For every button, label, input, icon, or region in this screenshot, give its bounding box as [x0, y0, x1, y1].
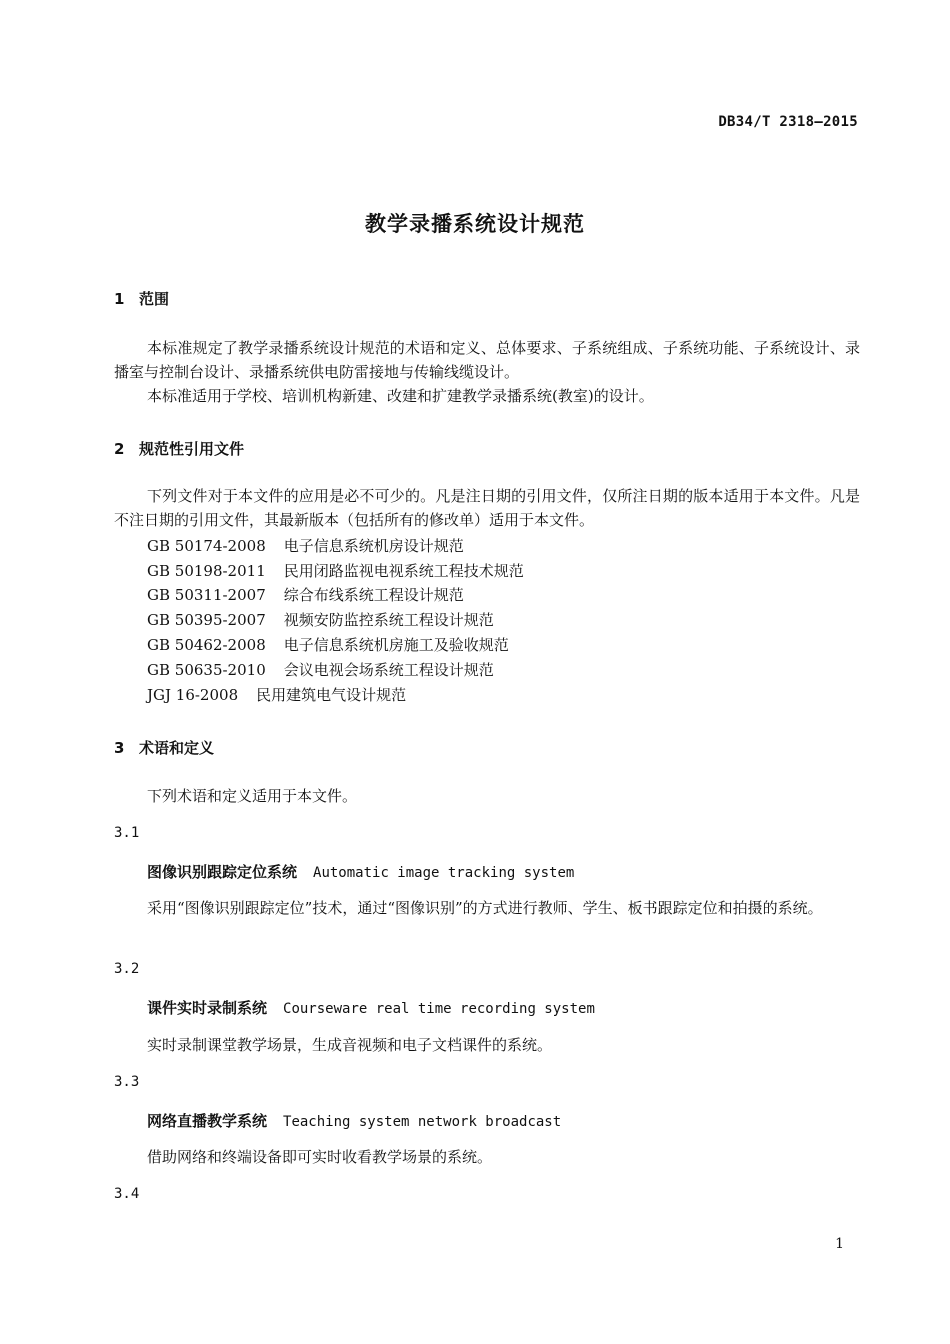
- section-heading-normative-references: [114, 438, 244, 459]
- term-english: Courseware real time recording system: [283, 1001, 595, 1017]
- section-title: 术语和定义: [139, 739, 215, 757]
- reference-name: 综合布线系统工程设计规范: [283, 586, 464, 604]
- section-number: 3: [114, 739, 125, 757]
- reference-name: 视频安防监控系统工程设计规范: [283, 611, 494, 629]
- document-title: 教学录播系统设计规范: [365, 212, 585, 236]
- terms-intro: 下列术语和定义适用于本文件。: [147, 787, 358, 805]
- reference-name: 电子信息系统机房设计规范: [283, 537, 464, 555]
- section-heading-terms: [114, 737, 214, 758]
- scope-paragraph-2: 本标准适用于学校、培训机构新建、改建和扩建教学录播系统(教室)的设计。: [147, 387, 654, 405]
- reference-item: [147, 658, 494, 682]
- references-intro: 下列文件对于本文件的应用是必不可少的。凡是注日期的引用文件，仅所注日期的版本适用于本文件。凡是不注日期的引用文件，其最新版本（包括所有的修改单）适用于本文件。: [114, 487, 860, 529]
- section-title: 范围: [139, 290, 170, 308]
- term-entry: [147, 1110, 561, 1131]
- page-number: 1: [835, 1236, 844, 1252]
- term-entry: [147, 997, 595, 1018]
- reference-item: [147, 559, 524, 583]
- reference-item: [147, 608, 494, 632]
- term-chinese: 课件实时录制系统: [147, 999, 268, 1017]
- section-heading-scope: [114, 288, 169, 309]
- reference-item: [147, 583, 464, 607]
- term-chinese: 图像识别跟踪定位系统: [147, 863, 298, 881]
- section-title: 规范性引用文件: [139, 440, 245, 458]
- standard-code: DB34/T 2318—2015: [718, 114, 858, 130]
- term-english: Teaching system network broadcast: [283, 1114, 562, 1130]
- clause-number: 3.2: [114, 961, 140, 977]
- reference-code: GB 50311-2007: [147, 586, 266, 604]
- section-number: 2: [114, 440, 125, 458]
- reference-name: 会议电视会场系统工程设计规范: [283, 661, 494, 679]
- reference-code: GB 50635-2010: [147, 661, 266, 679]
- reference-name: 民用闭路监视电视系统工程技术规范: [283, 562, 524, 580]
- reference-name: 电子信息系统机房施工及验收规范: [283, 636, 509, 654]
- reference-code: JGJ 16-2008: [147, 686, 239, 704]
- reference-code: GB 50462-2008: [147, 636, 266, 654]
- reference-code: GB 50174-2008: [147, 537, 266, 555]
- clause-number: 3.1: [114, 825, 140, 841]
- term-definition: 借助网络和终端设备即可实时收看教学场景的系统。: [147, 1148, 493, 1166]
- clause-number: 3.4: [114, 1186, 140, 1202]
- clause-number: 3.3: [114, 1074, 140, 1090]
- reference-item: [147, 683, 406, 707]
- reference-item: [147, 534, 464, 558]
- scope-paragraph-1: 本标准规定了教学录播系统设计规范的术语和定义、总体要求、子系统组成、子系统功能、子系统设计、录播室与控制台设计、录播系统供电防雷接地与传输线缆设计。: [114, 339, 860, 381]
- reference-name: 民用建筑电气设计规范: [256, 686, 407, 704]
- reference-code: GB 50395-2007: [147, 611, 266, 629]
- reference-item: [147, 633, 509, 657]
- term-chinese: 网络直播教学系统: [147, 1112, 268, 1130]
- reference-code: GB 50198-2011: [147, 562, 266, 580]
- term-entry: [147, 861, 574, 882]
- section-number: 1: [114, 290, 125, 308]
- term-definition: 实时录制课堂教学场景，生成音视频和电子文档课件的系统。: [147, 1036, 553, 1054]
- term-english: Automatic image tracking system: [313, 865, 575, 881]
- term-definition: 采用“图像识别跟踪定位”技术，通过“图像识别”的方式进行教师、学生、板书跟踪定位和拍摄的系统。: [147, 899, 823, 917]
